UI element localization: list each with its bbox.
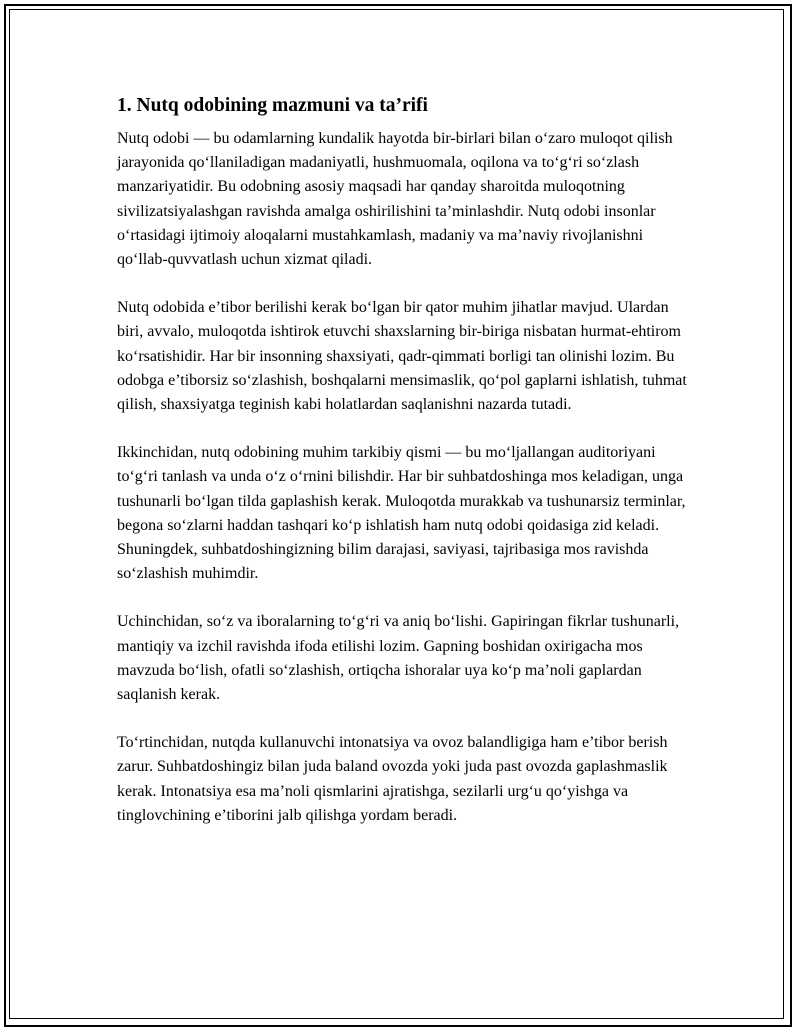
paragraph-3: Ikkinchidan, nutq odobining muhim tarkibiy qismi — bu mo‘ljallangan auditoriyani to‘g‘ri tanlash va unda o‘z o‘rnini bilishdir. Har bir suhbatdoshinga mos keladigan, unga tushunarli bo‘lgan tilda gaplashish kerak. Muloqotda murakkab va tushunarsiz terminlar, begona so‘zlarni haddan tashqari ko‘p ishlatish ham nutq odobi qoidasiga zid keladi. Shuningdek, suhbatdoshingizning bilim darajasi, saviyasi, tajribasiga mos ravishda so‘zlashish muhimdir. bbox=[117, 444, 686, 583]
paragraph-2: Nutq odobida e’tibor berilishi kerak bo‘lgan bir qator muhim jihatlar mavjud. Ulardan biri, avvalo, muloqotda ishtirok etuvchi shaxslarning bir-biriga nisbatan hurmat-ehtirom ko‘rsatishidir. Har bir insonning shaxsiyati, qadr-qimmati borligi tan olinishi lozim. Bu odobga e’tiborsiz so‘zlashish, boshqalarni mensimaslik, qo‘pol gaplarni ishlatish, tuhmat qilish, shaxsiyatga teginish kabi holatlardan saqlanishni nazarda tutadi. bbox=[117, 299, 687, 414]
paragraph-4: Uchinchidan, so‘z va iboralarning to‘g‘ri va aniq bo‘lishi. Gapiringan fikrlar tushunarli, mantiqiy va izchil ravishda ifoda etilishi lozim. Gapning boshidan oxirigacha mos mavzuda bo‘lish, ofatli so‘zlashish, ortiqcha ishoralar uya ko‘p ma’noli gaplardan saqlanish kerak. bbox=[117, 613, 680, 704]
paragraph-5: To‘rtinchidan, nutqda kullanuvchi intonatsiya va ovoz balandligiga ham e’tibor berish zarur. Suhbatdoshingiz bilan juda baland ovozda yoki juda past ovozda gaplashmaslik kerak. Intonatsiya esa ma’noli qismlarini ajratishga, sezilarli urg‘u qo‘yishga va tinglovchining e’tiborini jalb qilishga yordam beradi. bbox=[117, 734, 668, 824]
document-body bbox=[117, 93, 697, 852]
paragraph-1: Nutq odobi — bu odamlarning kundalik hayotda bir-birlari bilan o‘zaro muloqot qilish jarayonida qo‘llaniladigan madaniyatli, hushmuomala, oqilona va to‘g‘ri so‘zlash manzariyatidir. Bu odobning asosiy maqsadi har qanday sharoitda muloqotning sivilizatsiyalashgan ravishda amalga oshirilishini ta’minlashdir. Nutq odobi insonlar o‘rtasidagi ijtimoiy aloqalarni mustahkamlash, madaniy va ma’naviy rivojlanishni qo‘llab-quvvatlash uchun xizmat qiladi. bbox=[117, 130, 673, 269]
section-heading: 1. Nutq odobining mazmuni va ta’rifi bbox=[117, 95, 428, 116]
